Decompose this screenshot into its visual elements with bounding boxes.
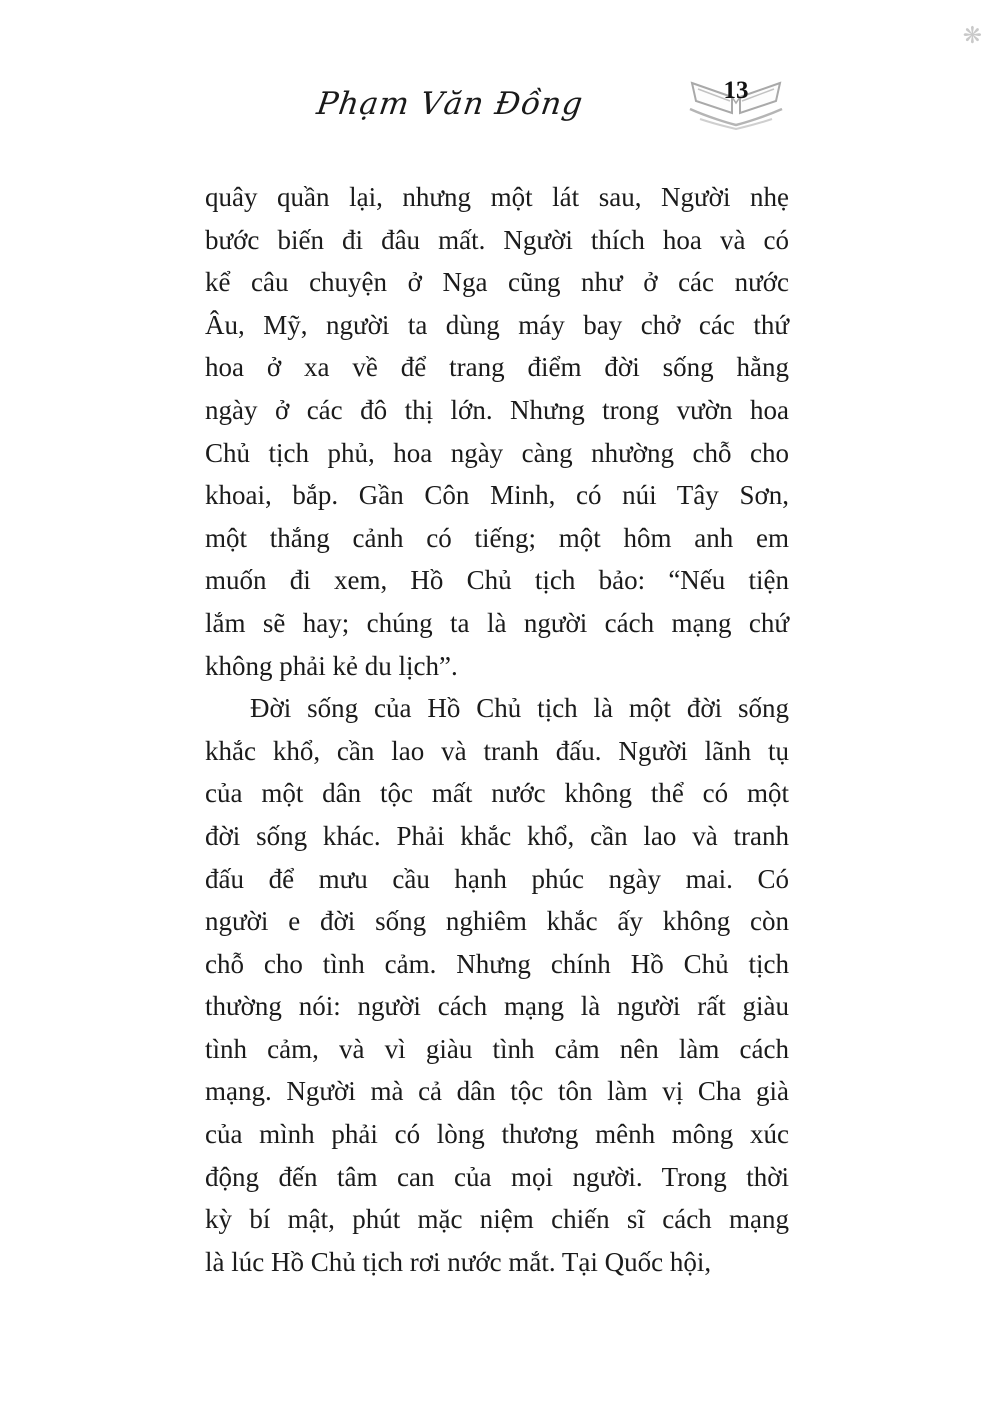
text-line: đấu để mưu cầu hạnh phúc ngày mai. Có bbox=[205, 863, 789, 894]
flower-ornament-icon: ❋ bbox=[962, 23, 982, 48]
page-number-badge bbox=[686, 76, 786, 134]
text-line: động đến tâm can của mọi người. Trong thời bbox=[205, 1161, 789, 1192]
text-line: của một dân tộc mất nước không thể có một bbox=[205, 778, 789, 809]
running-title: Phạm Văn Đồng bbox=[314, 86, 586, 122]
text-line: thường nói: người cách mạng là người rất giàu bbox=[205, 991, 789, 1022]
text-line: hoa ở xa về để trang điểm đời sống hằng bbox=[205, 352, 789, 383]
text-line: kể câu chuyện ở Nga cũng như ở các nước bbox=[205, 267, 789, 298]
text-line: bước biến đi đâu mất. Người thích hoa và có bbox=[205, 224, 789, 255]
text-line: muốn đi xem, Hồ Chủ tịch bảo: “Nếu tiện bbox=[205, 565, 789, 596]
text-line: Chủ tịch phủ, hoa ngày càng nhường chỗ cho bbox=[205, 437, 789, 468]
paragraph bbox=[205, 687, 789, 1283]
text-line: tình cảm, và vì giàu tình cảm nên làm cách bbox=[205, 1033, 789, 1064]
text-line: đời sống khác. Phải khắc khổ, cần lao và tranh bbox=[205, 820, 789, 851]
text-line: Âu, Mỹ, người ta dùng máy bay chở các thứ bbox=[205, 309, 789, 340]
text-line: của mình phải có lòng thương mênh mông xúc bbox=[205, 1119, 789, 1150]
text-line: quây quần lại, nhưng một lát sau, Người nhẹ bbox=[205, 182, 789, 212]
text-line: ngày ở các đô thị lớn. Nhưng trong vườn hoa bbox=[205, 394, 789, 425]
text-line: khắc khổ, cần lao và tranh đấu. Người lãnh tụ bbox=[205, 735, 789, 766]
text-line: một thắng cảnh có tiếng; một hôm anh em bbox=[205, 522, 789, 553]
text-line: khoai, bắp. Gần Côn Minh, có núi Tây Sơn, bbox=[205, 480, 789, 511]
body-text bbox=[205, 176, 789, 1283]
text-line: Đời sống của Hồ Chủ tịch là một đời sống bbox=[250, 693, 789, 724]
paragraph bbox=[205, 176, 789, 687]
page-number: 13 bbox=[723, 77, 749, 104]
text-line: kỳ bí mật, phút mặc niệm chiến sĩ cách mạng bbox=[205, 1204, 789, 1235]
text-line: người e đời sống nghiêm khắc ấy không còn bbox=[205, 906, 789, 937]
text-line: mạng. Người mà cả dân tộc tôn làm vị Cha già bbox=[205, 1076, 789, 1107]
text-line: lắm sẽ hay; chúng ta là người cách mạng chứ bbox=[205, 607, 789, 638]
text-line: không phải kẻ du lịch”. bbox=[205, 650, 458, 681]
text-line: chỗ cho tình cảm. Nhưng chính Hồ Chủ tịch bbox=[205, 948, 789, 979]
text-line: là lúc Hồ Chủ tịch rơi nước mắt. Tại Quốc hội, bbox=[205, 1246, 712, 1277]
